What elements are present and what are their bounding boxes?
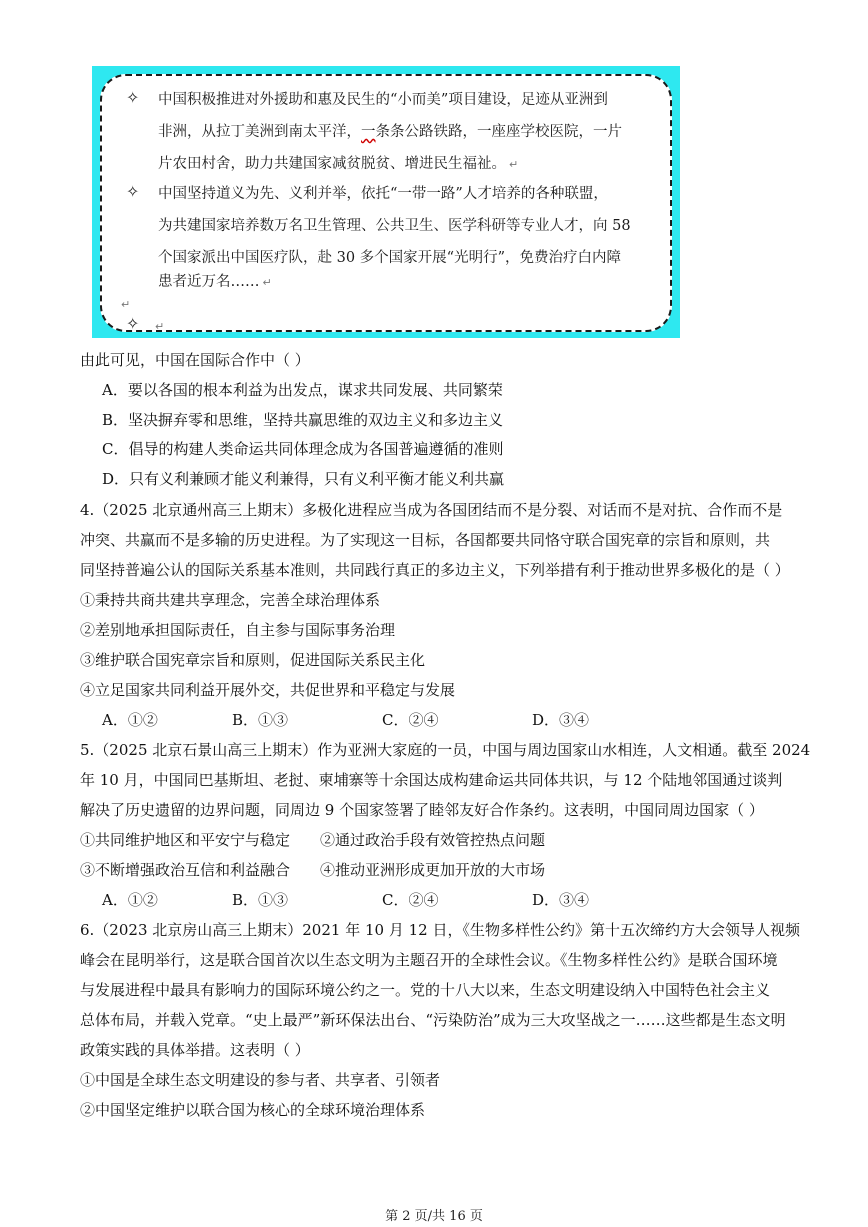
q4-choice-c: C．②④ [382,711,439,729]
q6-stem-line1: 6.（2023 北京房山高三上期末）2021 年 10 月 12 日，《生物多样性公约》第十五次缔约方大会领导人视频 [80,921,800,939]
material-dashed-frame [100,74,672,332]
return-mark-icon: ↵ [509,158,519,171]
q3-option-c: C．倡导的构建人类命运共同体理念成为各国普遍遵循的准则 [102,440,504,458]
q4-stem-line1: 4.（2025 北京通州高三上期末）多极化进程应当成为各国团结而不是分裂、对话而不是对抗、合作而不是 [80,501,783,519]
q6-stem-line5: 政策实践的具体举措。这表明（ ） [80,1041,310,1059]
diamond-bullet-icon: ✧ [126,314,140,333]
q5-stem-line3: 解决了历史遗留的边界问题，同周边 9 个国家签署了睦邻友好合作条约。这表明，中国同周边国家（ ） [80,801,764,819]
q6-stem-line4: 总体布局，并载入党章。“史上最严”新环保法出台、“污染防治”成为三大攻坚战之一……这些都是生态文明 [80,1011,786,1029]
q6-stem-line3: 与发展进程中最具有影响力的国际环境公约之一。党的十八大以来，生态文明建设纳入中国特色社会主义 [80,981,771,999]
q4-statement-3: ③维护联合国宪章宗旨和原则，促进国际关系民主化 [80,651,426,669]
q5-stem-line2: 年 10 月，中国同巴基斯坦、老挝、柬埔寨等十余国达成构建命运共同体共识，与 12 个陆地邻国通过谈判 [80,771,783,789]
q4-statement-2: ②差别地承担国际责任，自主参与国际事务治理 [80,621,396,639]
q6-stem-line2: 峰会在昆明举行，这是联合国首次以生态文明为主题召开的全球性会议。《生物多样性公约》是联合国环境 [80,951,778,969]
q5-stem-line1: 5.（2025 北京石景山高三上期末）作为亚洲大家庭的一员，中国与周边国家山水相连，人文相通。截至 2024 [80,741,811,759]
q6-statement-1: ①中国是全球生态文明建设的参与者、共享者、引领者 [80,1071,441,1089]
material-item1-line2: 非洲，从拉丁美洲到南太平洋，一条条公路铁路，一座座学校医院，一片 [158,124,622,140]
q5-choice-d: D．③④ [532,891,590,909]
material-box [92,66,680,338]
q6-statement-2: ②中国坚定维护以联合国为核心的全球环境治理体系 [80,1101,426,1119]
q5-statement-3: ③不断增强政治互信和利益融合 [80,861,291,879]
q3-option-a: A．要以各国的根本利益为出发点，谋求共同发展、共同繁荣 [102,381,503,399]
material-item2-line3: 个国家派出中国医疗队，赴 30 多个国家开展“光明行”，免费治疗白内障 [158,250,621,266]
material-item2-line4: 患者近万名…… ↵ [158,274,272,290]
q5-statement-1: ①共同维护地区和平安宁与稳定 [80,831,291,849]
q3-option-b: B．坚决摒弃零和思维，坚持共赢思维的双边主义和多边主义 [102,411,504,429]
q3-stem: 由此可见，中国在国际合作中（ ） [80,351,310,369]
page-number-footer: 第 2 页/共 16 页 [385,1209,483,1224]
return-mark-icon: ↵ [155,320,165,333]
q4-stem-line3: 同坚持普遍公认的国际关系基本准则，共同践行真正的多边主义，下列举措有利于推动世界多极化的是（ ） [80,561,790,579]
q4-choice-d: D．③④ [532,711,590,729]
material-item2-line2: 为共建国家培养数万名卫生管理、公共卫生、医学科研等专业人才，向 58 [158,218,631,234]
material-item2-line1: 中国坚持道义为先、义利并举，依托“一带一路”人才培养的各种联盟， [158,186,608,202]
diamond-bullet-icon: ✧ [126,182,140,201]
material-item1-line3: 片农田村舍，助力共建国家减贫脱贫、增进民生福祉。 ↵ [158,156,519,172]
q5-choice-c: C．②④ [382,891,439,909]
return-mark-icon: ↵ [121,298,131,311]
q4-stem-line2: 冲突、共赢而不是多输的历史进程。为了实现这一目标，各国都要共同恪守联合国宪章的宗旨和原则，共 [80,531,771,549]
spellcheck-squiggle: 一 [361,124,376,140]
q4-statement-4: ④立足国家共同利益开展外交，共促世界和平稳定与发展 [80,681,456,699]
q5-statement-4: ④推动亚洲形成更加开放的大市场 [320,861,546,879]
q3-option-d: D．只有义利兼顾才能义利兼得，只有义利平衡才能义利共赢 [102,470,505,488]
q4-statement-1: ①秉持共商共建共享理念，完善全球治理体系 [80,591,381,609]
q4-choice-b: B．①③ [232,711,289,729]
q4-choice-a: A．①② [102,711,158,729]
material-item1-line1: 中国积极推进对外援助和惠及民生的“小而美”项目建设，足迹从亚洲到 [158,92,608,108]
q5-statement-2: ②通过政治手段有效管控热点问题 [320,831,546,849]
q5-choice-a: A．①② [102,891,158,909]
q5-choice-b: B．①③ [232,891,289,909]
return-mark-icon: ↵ [262,276,272,289]
diamond-bullet-icon: ✧ [126,88,140,107]
